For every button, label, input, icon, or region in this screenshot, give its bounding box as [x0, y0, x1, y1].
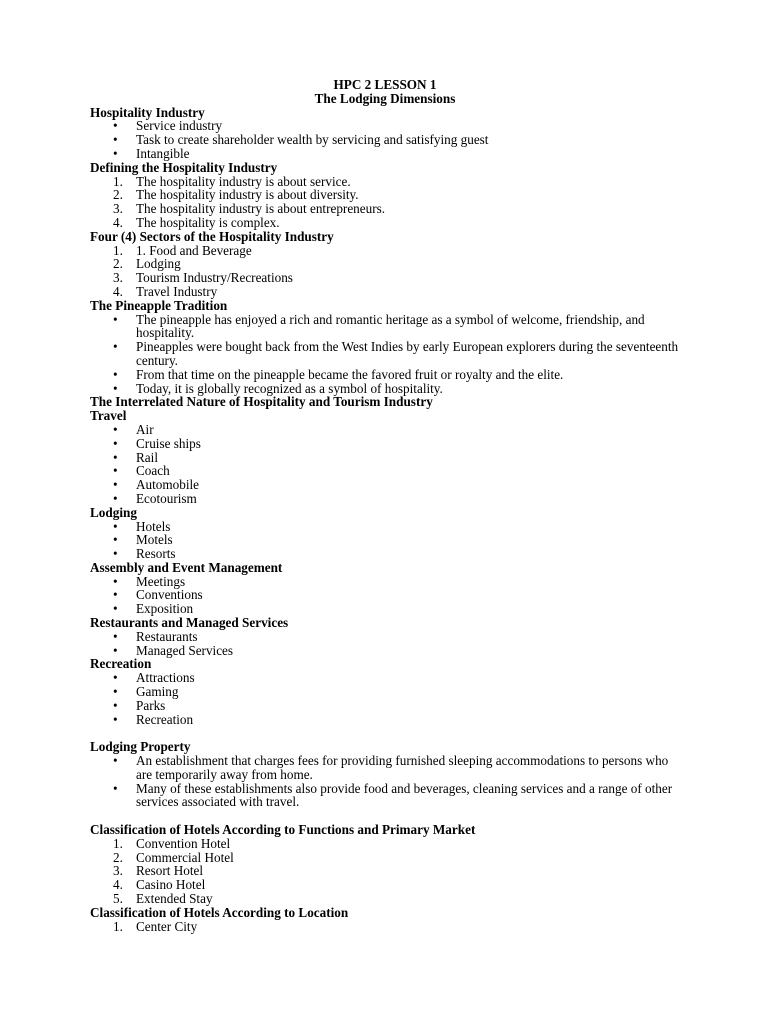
section-heading: Hospitality Industry	[90, 104, 205, 120]
list-item	[90, 685, 680, 699]
list-number: 4.	[113, 214, 123, 230]
list-item	[90, 644, 680, 658]
list-item	[90, 671, 680, 685]
list-item-text: Coach	[136, 463, 170, 479]
section-heading: Assembly and Event Management	[90, 559, 283, 575]
list-item-text: Tourism Industry/Recreations	[136, 270, 293, 286]
list-item	[90, 713, 680, 727]
list-item-text: The hospitality industry is about diversity.	[136, 187, 359, 203]
list-number: 1.	[113, 918, 123, 934]
list-item	[90, 782, 680, 810]
list-item	[90, 837, 680, 851]
list-item-text: Restaurants	[136, 628, 198, 644]
list-item-text: Intangible	[136, 145, 190, 161]
list-item-text: Extended Stay	[136, 891, 213, 907]
list-item-text: Exposition	[136, 601, 194, 617]
section-heading: Defining the Hospitality Industry	[90, 159, 278, 175]
list-number: 2.	[113, 256, 123, 272]
list-item-text: 1. Food and Beverage	[136, 242, 252, 258]
list-item	[90, 547, 680, 561]
list-number: 1.	[113, 173, 123, 189]
section-heading: The Pineapple Tradition	[90, 297, 228, 313]
list-item	[90, 575, 680, 589]
list-item-text: Task to create shareholder wealth by servicing and satisfying guest	[136, 132, 489, 148]
list-item-text: Motels	[136, 532, 173, 548]
list-item-text: Lodging	[136, 256, 181, 272]
numbered-list	[90, 920, 680, 934]
section-heading: Restaurants and Managed Services	[90, 615, 289, 631]
list-item-text: An establishment that charges fees for providing furnished sleeping accommodations to persons who are temporarily away from home.	[136, 753, 669, 782]
bullet-list	[90, 671, 680, 726]
list-item	[90, 464, 680, 478]
section-heading: Lodging Property	[90, 739, 191, 755]
list-item	[90, 285, 680, 299]
list-item-text: Attractions	[136, 670, 195, 686]
list-item-text: The pineapple has enjoyed a rich and romantic heritage as a symbol of welcome, friendship, and hospitality.	[136, 311, 645, 341]
list-item	[90, 340, 680, 368]
list-item	[90, 313, 680, 341]
list-number: 3.	[113, 270, 123, 286]
list-item-text: Ecotourism	[136, 490, 197, 506]
list-item	[90, 244, 680, 258]
list-item	[90, 175, 680, 189]
list-item-text: Meetings	[136, 573, 186, 589]
list-item-text: Service industry	[136, 118, 223, 134]
bullet-list	[90, 575, 680, 616]
list-item-text: The hospitality industry is about service.	[136, 173, 351, 189]
list-item-text: Casino Hotel	[136, 877, 206, 893]
blank-line	[90, 809, 680, 823]
list-item	[90, 878, 680, 892]
list-item	[90, 437, 680, 451]
list-item	[90, 133, 680, 147]
list-item-text: Travel Industry	[136, 283, 218, 299]
list-item-text: Resort Hotel	[136, 863, 204, 879]
bullet-list	[90, 520, 680, 561]
list-item	[90, 257, 680, 271]
bullet-list	[90, 119, 680, 160]
list-item-text: The hospitality industry is about entrepreneurs.	[136, 201, 386, 217]
list-item	[90, 754, 680, 782]
list-item-text: Today, it is globally recognized as a symbol of hospitality.	[136, 380, 443, 396]
list-item	[90, 368, 680, 382]
list-item-text: From that time on the pineapple became the favored fruit or royalty and the elite.	[136, 366, 564, 382]
list-item	[90, 271, 680, 285]
list-item	[90, 630, 680, 644]
section-heading: Four (4) Sectors of the Hospitality Industry	[90, 228, 334, 244]
list-number: 4.	[113, 877, 123, 893]
list-item-text: Commercial Hotel	[136, 849, 234, 865]
list-number: 4.	[113, 283, 123, 299]
numbered-list	[90, 175, 680, 230]
list-item-text: Air	[136, 421, 154, 437]
list-item-text: Center City	[136, 918, 198, 934]
bullet-list	[90, 754, 680, 809]
list-item	[90, 920, 680, 934]
list-item-text: Pineapples were bought back from the West Indies by early European explorers during the seventeenth century.	[136, 339, 679, 368]
list-item	[90, 520, 680, 534]
document-subtitle: The Lodging Dimensions	[314, 90, 456, 106]
list-item-text: Recreation	[136, 711, 194, 727]
list-item-text: The hospitality is complex.	[136, 214, 280, 230]
bullet-list	[90, 313, 680, 396]
list-item	[90, 216, 680, 230]
list-item	[90, 588, 680, 602]
numbered-list	[90, 244, 680, 299]
list-item	[90, 147, 680, 161]
list-number: 3.	[113, 863, 123, 879]
section-heading: Classification of Hotels According to Functions and Primary Market	[90, 822, 476, 838]
document-sections	[90, 106, 680, 934]
list-number: 1.	[113, 242, 123, 258]
list-item	[90, 699, 680, 713]
list-item	[90, 423, 680, 437]
section-heading: Travel	[90, 408, 127, 424]
section-heading: Recreation	[90, 656, 152, 672]
list-item-text: Gaming	[136, 684, 179, 700]
list-number: 2.	[113, 849, 123, 865]
list-item-text: Conventions	[136, 587, 203, 603]
list-item	[90, 382, 680, 396]
section-heading: Lodging	[90, 504, 137, 520]
bullet-list	[90, 630, 680, 658]
list-number: 2.	[113, 187, 123, 203]
list-item-text: Parks	[136, 697, 166, 713]
list-item	[90, 119, 680, 133]
list-item-text: Many of these establishments also provide food and beverages, cleaning services and a range of other services associated with travel.	[136, 780, 673, 810]
list-item-text: Automobile	[136, 477, 200, 493]
list-item-text: Resorts	[136, 546, 176, 562]
section-heading: Classification of Hotels According to Location	[90, 904, 349, 920]
list-item	[90, 892, 680, 906]
list-item	[90, 188, 680, 202]
list-item-text: Managed Services	[136, 642, 234, 658]
document-title: HPC 2 LESSON 1	[333, 77, 437, 92]
list-number: 5.	[113, 891, 123, 907]
list-item	[90, 851, 680, 865]
list-item-text: Cruise ships	[136, 435, 201, 451]
list-item	[90, 492, 680, 506]
list-item	[90, 202, 680, 216]
list-item	[90, 602, 680, 616]
list-item-text: Convention Hotel	[136, 835, 231, 851]
list-number: 3.	[113, 201, 123, 217]
list-item	[90, 478, 680, 492]
blank-line	[90, 726, 680, 740]
numbered-list	[90, 837, 680, 906]
list-item-text: Rail	[136, 449, 158, 465]
list-item	[90, 533, 680, 547]
list-item-text: Hotels	[136, 518, 171, 534]
section-heading: The Interrelated Nature of Hospitality and Tourism Industry	[90, 394, 433, 410]
document-content	[90, 78, 680, 933]
list-item	[90, 451, 680, 465]
list-number: 1.	[113, 835, 123, 851]
bullet-list	[90, 423, 680, 506]
list-item	[90, 864, 680, 878]
